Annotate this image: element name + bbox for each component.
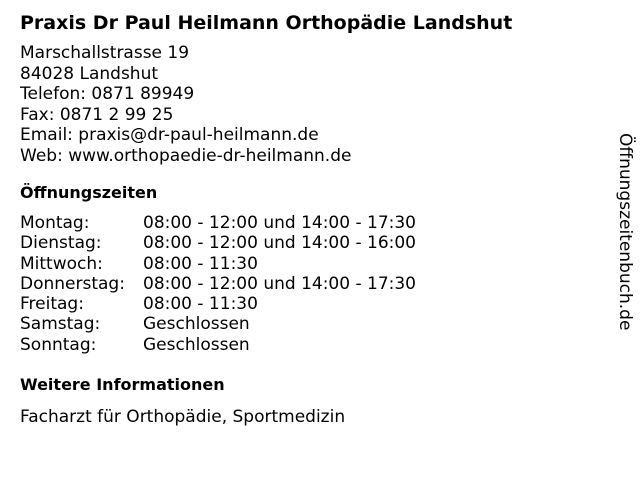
phone-number: Telefon: 0871 89949 xyxy=(20,84,195,104)
day-label: Montag: xyxy=(20,213,90,233)
hours-row-tuesday xyxy=(20,233,600,253)
time-value: 08:00 - 11:30 xyxy=(143,253,258,274)
fax-number: Fax: 0871 2 99 25 xyxy=(20,104,174,125)
day-label: Dienstag: xyxy=(20,233,102,254)
contact-block xyxy=(20,43,600,166)
time-value: 08:00 - 12:00 und 14:00 - 17:30 xyxy=(143,273,416,294)
opening-hours-table xyxy=(20,213,600,355)
hours-row-friday xyxy=(20,294,600,314)
day-label: Donnerstag: xyxy=(20,273,125,294)
time-value: Geschlossen xyxy=(143,334,250,355)
day-label: Sonntag: xyxy=(20,334,97,355)
practice-card xyxy=(20,10,600,427)
time-value: 08:00 - 11:30 xyxy=(143,294,258,315)
opening-hours-heading: Öffnungszeiten xyxy=(20,183,158,202)
website-url: Web: www.orthopaedie-dr-heilmann.de xyxy=(20,145,352,166)
further-info-heading: Weitere Informationen xyxy=(20,375,225,395)
email-address: Email: praxis@dr-paul-heilmann.de xyxy=(20,125,319,145)
hours-row-saturday xyxy=(20,314,600,334)
hours-row-sunday xyxy=(20,335,600,355)
day-label: Mittwoch: xyxy=(20,253,103,274)
time-value: 08:00 - 12:00 und 14:00 - 16:00 xyxy=(143,233,416,254)
hours-row-monday xyxy=(20,213,600,233)
address-city: 84028 Landshut xyxy=(20,63,159,84)
practice-title: Praxis Dr Paul Heilmann Orthopädie Landshut xyxy=(20,12,513,34)
further-info-text: Facharzt für Orthopädie, Sportmedizin xyxy=(20,407,346,428)
hours-row-thursday xyxy=(20,274,600,294)
address-street: Marschallstrasse 19 xyxy=(20,43,190,63)
time-value: 08:00 - 12:00 und 14:00 - 17:30 xyxy=(143,213,416,233)
brand-watermark: Öffnungszeitenbuch.de xyxy=(615,133,635,331)
day-label: Freitag: xyxy=(20,294,84,315)
day-label: Samstag: xyxy=(20,314,101,335)
hours-row-wednesday xyxy=(20,254,600,274)
time-value: Geschlossen xyxy=(143,314,250,335)
